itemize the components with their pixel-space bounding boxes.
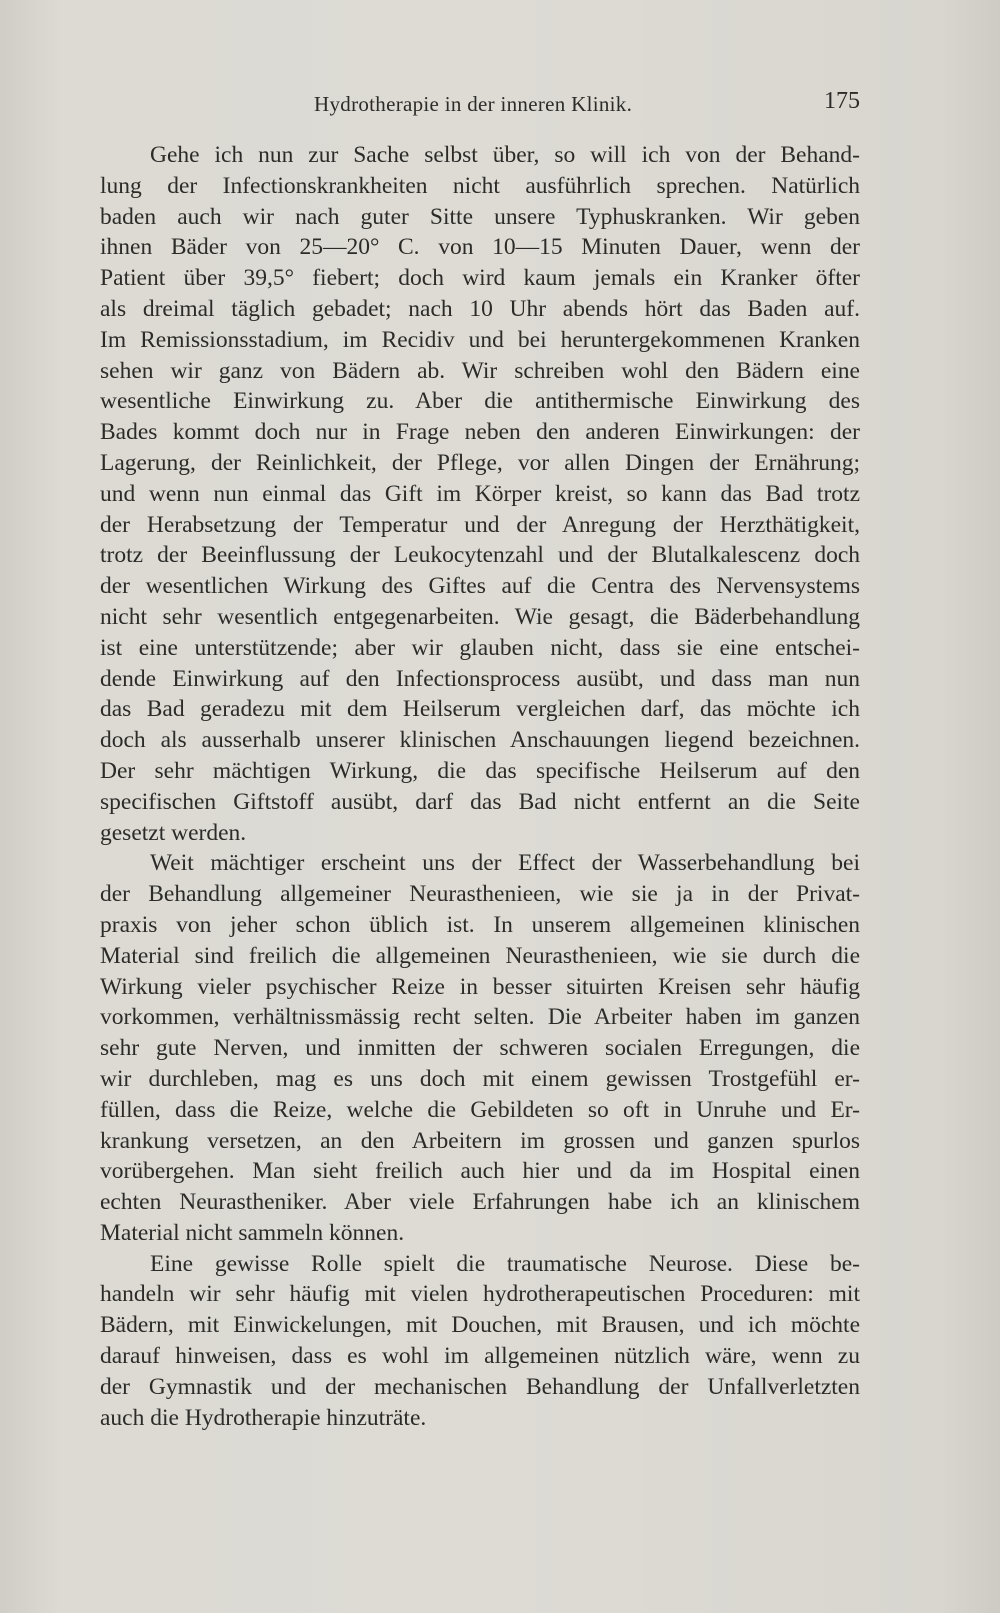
text-line: Material nicht sammeln können. bbox=[100, 1219, 405, 1246]
text-line: füllen, dass die Reize, welche die Gebildeten so oft in Unruhe und Er- bbox=[100, 1096, 860, 1123]
text-line: auch die Hydrotherapie hinzuträte. bbox=[100, 1404, 427, 1431]
text-line: Weit mächtiger erscheint uns der Effect der Wasserbehandlung bei bbox=[150, 850, 860, 877]
text-line: Wirkung vieler psychischer Reize in besser situirten Kreisen sehr häufig bbox=[100, 973, 860, 1000]
page-header bbox=[100, 88, 860, 128]
text-line: Im Remissionsstadium, im Recidiv und bei heruntergekommenen Kranken bbox=[100, 326, 860, 353]
text-line: baden auch wir nach guter Sitte unsere Typhuskranken. Wir geben bbox=[100, 203, 860, 230]
text-line: lung der Infectionskrankheiten nicht ausführlich sprechen. Natürlich bbox=[100, 172, 860, 199]
text-line: krankung versetzen, an den Arbeitern im grossen und ganzen spurlos bbox=[100, 1127, 860, 1154]
running-head: Hydrotherapie in der inneren Klinik. bbox=[314, 92, 633, 116]
text-line: Bädern, mit Einwickelungen, mit Douchen, mit Brausen, und ich möchte bbox=[100, 1312, 860, 1339]
text-line: das Bad geradezu mit dem Heilserum vergleichen darf, das möchte ich bbox=[100, 696, 860, 723]
text-line: Eine gewisse Rolle spielt die traumatische Neurose. Diese be- bbox=[150, 1250, 860, 1277]
text-line: vorübergehen. Man sieht freilich auch hier und da im Hospital einen bbox=[100, 1158, 860, 1185]
text-line: der Herabsetzung der Temperatur und der Anregung der Herzthätigkeit, bbox=[100, 511, 860, 538]
text-line: der wesentlichen Wirkung des Giftes auf die Centra des Nervensystems bbox=[100, 573, 860, 600]
text-line: Material sind freilich die allgemeinen Neurasthenieen, wie sie durch die bbox=[100, 942, 860, 969]
text-line: sehen wir ganz von Bädern ab. Wir schreiben wohl den Bädern eine bbox=[100, 357, 860, 384]
text-line: vorkommen, verhältnissmässig recht selten. Die Arbeiter haben im ganzen bbox=[100, 1004, 860, 1031]
text-line: ihnen Bäder von 25—20° C. von 10—15 Minuten Dauer, wenn der bbox=[100, 234, 860, 261]
text-line: dende Einwirkung auf den Infectionsprocess ausübt, und dass man nun bbox=[100, 665, 860, 692]
text-line: Der sehr mächtigen Wirkung, die das specifische Heilserum auf den bbox=[100, 757, 860, 784]
text-line: Patient über 39,5° fiebert; doch wird kaum jemals ein Kranker öfter bbox=[100, 265, 860, 292]
text-line: Lagerung, der Reinlichkeit, der Pflege, vor allen Dingen der Ernährung; bbox=[100, 449, 860, 476]
text-line: wesentliche Einwirkung zu. Aber die antithermische Einwirkung des bbox=[100, 388, 860, 415]
text-line: darauf hinweisen, dass es wohl im allgemeinen nützlich wäre, wenn zu bbox=[100, 1343, 860, 1370]
text-line: praxis von jeher schon üblich ist. In unserem allgemeinen klinischen bbox=[100, 911, 860, 938]
paragraph-3 bbox=[100, 1249, 860, 1434]
text-line: specifischen Giftstoff ausübt, darf das Bad nicht entfernt an die Seite bbox=[100, 788, 860, 815]
text-line: gesetzt werden. bbox=[100, 819, 247, 846]
text-line: als dreimal täglich gebadet; nach 10 Uhr abends hört das Baden auf. bbox=[100, 295, 860, 322]
text-line: der Gymnastik und der mechanischen Behandlung der Unfallverletzten bbox=[100, 1373, 860, 1400]
text-line: der Behandlung allgemeiner Neurasthenieen, wie sie ja in der Privat- bbox=[100, 881, 860, 908]
paragraph-2 bbox=[100, 848, 860, 1248]
text-line: nicht sehr wesentlich entgegenarbeiten. Wie gesagt, die Bäderbehandlung bbox=[100, 603, 860, 630]
text-line: trotz der Beeinflussung der Leukocytenzahl und der Blutalkalescenz doch bbox=[100, 542, 860, 569]
text-line: Gehe ich nun zur Sache selbst über, so will ich von der Behand- bbox=[150, 142, 860, 168]
text-line: echten Neurastheniker. Aber viele Erfahrungen habe ich an klinischem bbox=[100, 1189, 860, 1216]
text-body bbox=[100, 140, 860, 1433]
text-line: handeln wir sehr häufig mit vielen hydrotherapeutischen Proceduren: mit bbox=[100, 1281, 860, 1308]
text-line: sehr gute Nerven, und inmitten der schweren socialen Erregungen, die bbox=[100, 1035, 860, 1062]
text-line: doch als ausserhalb unserer klinischen Anschauungen liegend bezeichnen. bbox=[100, 727, 860, 754]
text-line: und wenn nun einmal das Gift im Körper kreist, so kann das Bad trotz bbox=[100, 480, 860, 507]
page-number: 175 bbox=[824, 88, 860, 114]
text-line: wir durchleben, mag es uns doch mit einem gewissen Trostgefühl er- bbox=[100, 1065, 860, 1092]
text-line: Bades kommt doch nur in Frage neben den anderen Einwirkungen: der bbox=[100, 419, 860, 446]
paragraph-1 bbox=[100, 140, 860, 848]
text-line: ist eine unterstützende; aber wir glauben nicht, dass sie eine entschei- bbox=[100, 634, 860, 661]
